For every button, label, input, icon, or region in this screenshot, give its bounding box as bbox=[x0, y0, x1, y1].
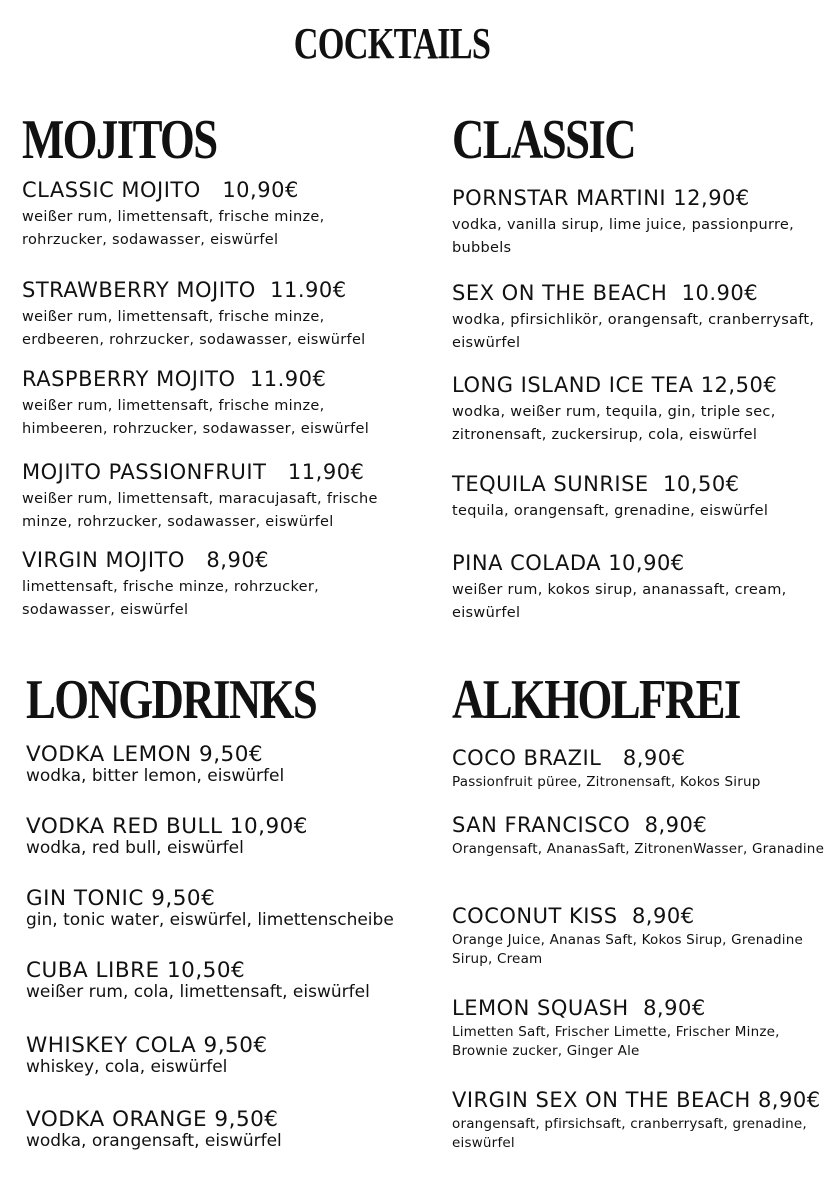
menu-item-description: limettensaft, frische minze, rohrzucker, sodawasser, eiswürfel bbox=[22, 579, 320, 618]
section-heading-classic: CLASSIC bbox=[452, 109, 636, 171]
menu-item-name: PINA COLADA 10,90€ bbox=[452, 551, 685, 575]
menu-item bbox=[452, 1088, 832, 1153]
menu-item-name: CLASSIC MOJITO 10,90€ bbox=[22, 178, 299, 202]
menu-item bbox=[452, 746, 832, 792]
menu-item-description: tequila, orangensaft, grenadine, eiswürfel bbox=[452, 503, 769, 519]
menu-item-description: wodka, orangensaft, eiswürfel bbox=[26, 1131, 282, 1151]
menu-item bbox=[26, 959, 426, 1002]
menu-item-name: CUBA LIBRE 10,50€ bbox=[26, 958, 246, 983]
menu-item bbox=[452, 551, 827, 625]
menu-item-name: STRAWBERRY MOJITO 11.90€ bbox=[22, 278, 347, 302]
menu-item-name: RASPBERRY MOJITO 11.90€ bbox=[22, 367, 327, 391]
page-title: COCKTAILS bbox=[293, 19, 491, 68]
section-longdrinks bbox=[26, 669, 426, 1172]
menu-item-description: gin, tonic water, eiswürfel, limettenscheibe bbox=[26, 910, 394, 930]
menu-item-description: Orange Juice, Ananas Saft, Kokos Sirup, Grenadine Sirup, Cream bbox=[452, 932, 803, 967]
menu-item bbox=[452, 996, 832, 1061]
menu-item-name: LONG ISLAND ICE TEA 12,50€ bbox=[452, 373, 778, 397]
section-heading-mojitos: MOJITOS bbox=[22, 109, 217, 171]
menu-item bbox=[452, 186, 827, 260]
menu-item bbox=[26, 887, 426, 930]
menu-item bbox=[22, 278, 407, 352]
menu-item bbox=[452, 281, 827, 355]
section-classic bbox=[452, 109, 836, 632]
menu-item bbox=[26, 1108, 426, 1151]
menu-item-name: LEMON SQUASH 8,90€ bbox=[452, 996, 706, 1020]
menu-item-description: weißer rum, limettensaft, frische minze, himbeeren, rohrzucker, sodawasser, eiswürfel bbox=[22, 398, 370, 437]
menu-item-name: PORNSTAR MARTINI 12,90€ bbox=[452, 186, 750, 210]
menu-item-name: VODKA ORANGE 9,50€ bbox=[26, 1107, 279, 1132]
section-alkholfrei bbox=[452, 669, 836, 1172]
menu-item-name: COCONUT KISS 8,90€ bbox=[452, 904, 695, 928]
menu-item-description: Orangensaft, AnanasSaft, ZitronenWasser, Granadine bbox=[452, 841, 825, 857]
section-mojitos bbox=[22, 109, 412, 632]
menu-item bbox=[22, 548, 407, 622]
menu-item-description: wodka, bitter lemon, eiswürfel bbox=[26, 766, 285, 786]
menu-item-name: VIRGIN MOJITO 8,90€ bbox=[22, 548, 270, 572]
menu-item-description: Passionfruit püree, Zitronensaft, Kokos Sirup bbox=[452, 774, 761, 790]
menu-item-description: Limetten Saft, Frischer Limette, Frischer Minze, Brownie zucker, Ginger Ale bbox=[452, 1024, 780, 1059]
menu-item bbox=[26, 1034, 426, 1077]
menu-item-description: wodka, weißer rum, tequila, gin, triple sec, zitronensaft, zuckersirup, cola, eiswürfel bbox=[452, 404, 776, 443]
menu-item-name: WHISKEY COLA 9,50€ bbox=[26, 1033, 268, 1058]
menu-item-description: weißer rum, limettensaft, maracujasaft, frische minze, rohrzucker, sodawasser, eiswürfel bbox=[22, 491, 378, 530]
menu-item bbox=[452, 472, 827, 523]
menu-item bbox=[452, 904, 832, 969]
menu-item-description: whiskey, cola, eiswürfel bbox=[26, 1057, 228, 1077]
menu-item-name: VIRGIN SEX ON THE BEACH 8,90€ bbox=[452, 1088, 821, 1112]
menu-item bbox=[26, 743, 426, 786]
menu-item bbox=[26, 815, 426, 858]
menu-item-name: MOJITO PASSIONFRUIT 11,90€ bbox=[22, 460, 365, 484]
menu-item-description: orangensaft, pfirsichsaft, cranberrysaft, grenadine, eiswürfel bbox=[452, 1116, 807, 1151]
menu-item-description: wodka, red bull, eiswürfel bbox=[26, 838, 244, 858]
menu-item-description: vodka, vanilla sirup, lime juice, passionpurre, bubbels bbox=[452, 217, 795, 256]
menu-item-description: weißer rum, cola, limettensaft, eiswürfel bbox=[26, 982, 370, 1002]
section-heading-longdrinks: LONGDRINKS bbox=[26, 669, 317, 731]
menu-item-description: weißer rum, kokos sirup, ananassaft, cream, eiswürfel bbox=[452, 582, 787, 621]
menu-item bbox=[22, 178, 407, 252]
menu-item-name: VODKA RED BULL 10,90€ bbox=[26, 814, 308, 839]
menu-item-name: VODKA LEMON 9,50€ bbox=[26, 742, 264, 767]
menu-item-name: SEX ON THE BEACH 10.90€ bbox=[452, 281, 759, 305]
menu-item-description: wodka, pfirsichlikör, orangensaft, cranberrysaft, eiswürfel bbox=[452, 312, 815, 351]
menu-item-description: weißer rum, limettensaft, frische minze, erdbeeren, rohrzucker, sodawasser, eiswürfel bbox=[22, 309, 366, 348]
menu-item-name: COCO BRAZIL 8,90€ bbox=[452, 746, 686, 770]
menu-item-name: SAN FRANCISCO 8,90€ bbox=[452, 813, 708, 837]
menu-item-name: GIN TONIC 9,50€ bbox=[26, 886, 216, 911]
menu-item bbox=[22, 460, 407, 534]
menu-item-name: TEQUILA SUNRISE 10,50€ bbox=[452, 472, 740, 496]
menu-item bbox=[452, 373, 827, 447]
menu-item bbox=[452, 813, 832, 859]
menu-item bbox=[22, 367, 407, 441]
section-heading-alkholfrei: ALKHOLFREI bbox=[452, 669, 740, 731]
menu-item-description: weißer rum, limettensaft, frische minze, rohrzucker, sodawasser, eiswürfel bbox=[22, 209, 325, 248]
